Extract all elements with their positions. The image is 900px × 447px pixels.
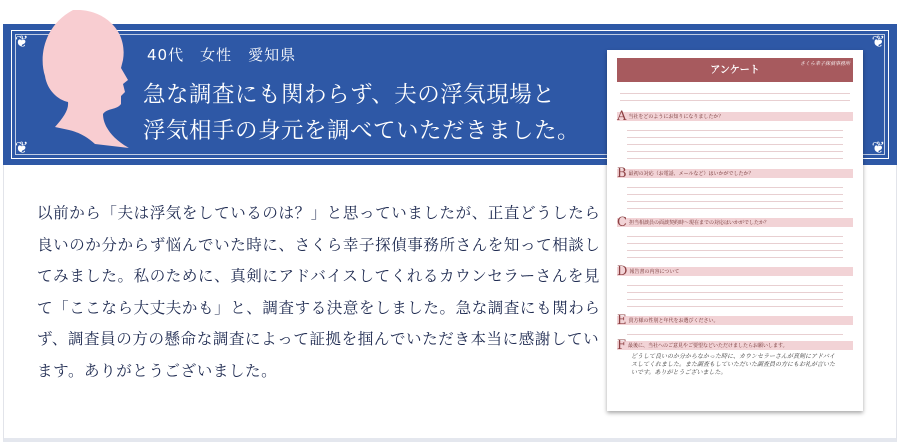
survey-section: E 貴方様の性別と年代をお選びください。 [617, 316, 853, 336]
survey-sheet-image [607, 50, 863, 411]
survey-header [617, 58, 853, 82]
survey-intro-lines [620, 87, 850, 107]
survey-section: C 担当相談員の面談契約時〜現在までの対応はいかがでしたか？ [617, 218, 853, 262]
ornament-icon: ❦ [15, 138, 29, 157]
ornament-icon: ❦ [15, 32, 29, 51]
testimonial-title [143, 77, 580, 149]
survey-section: F 最後に、当社へのご意見やご要望などいただけましたらお願いします。 どうして良いのか分からなかった時に、カウンセラーさんが真剣にアドバイスしてくれました。また調査もしていただいた調査員の方にもお礼が言いたいです。ありがとうございました。 [617, 341, 853, 377]
survey-section: A 当社をどのようにお知りになりましたか？ [617, 112, 853, 164]
ornament-icon: ❦ [871, 138, 885, 157]
ornament-icon: ❦ [871, 32, 885, 51]
testimonial-text: 以前から「夫は浮気をしているのは？」と思っていましたが、正直どうしたら良いのか分からず悩んでいた時に、さくら幸子探偵事務所さんを知って相談してみました。私のために、真剣にアドバイスしてくれるカウンセラーさんを見て「ここなら大丈夫かも」と、調査する決意をしました。急な調査にも関わらず、調査員の方の懸命な調査によって証拠を掴んでいただき本当に感謝しています。ありがとうございました。 [37, 204, 601, 380]
title-line: 急な調査にも関わらず、夫の浮気現場と [143, 82, 556, 108]
title-line: 浮気相手の身元を調べていただきました。 [143, 118, 581, 144]
customer-profile: 40代 女性 愛知県 [147, 46, 297, 64]
survey-title: アンケート [710, 65, 760, 76]
woman-silhouette-icon [33, 10, 133, 150]
survey-section: D 報告書の内容について [617, 267, 853, 311]
handwritten-comment: どうして良いのか分からなかった時に、カウンセラーさんが真剣にアドバイスしてくれました。また調査もしていただいた調査員の方にもお礼が言いたいです。ありがとうございました。 [631, 353, 836, 376]
survey-brand: さくら幸子探偵事務所 [799, 61, 850, 67]
survey-section: B 最初の対応（お電話、メールなど）はいかがでしたか？ [617, 169, 853, 213]
